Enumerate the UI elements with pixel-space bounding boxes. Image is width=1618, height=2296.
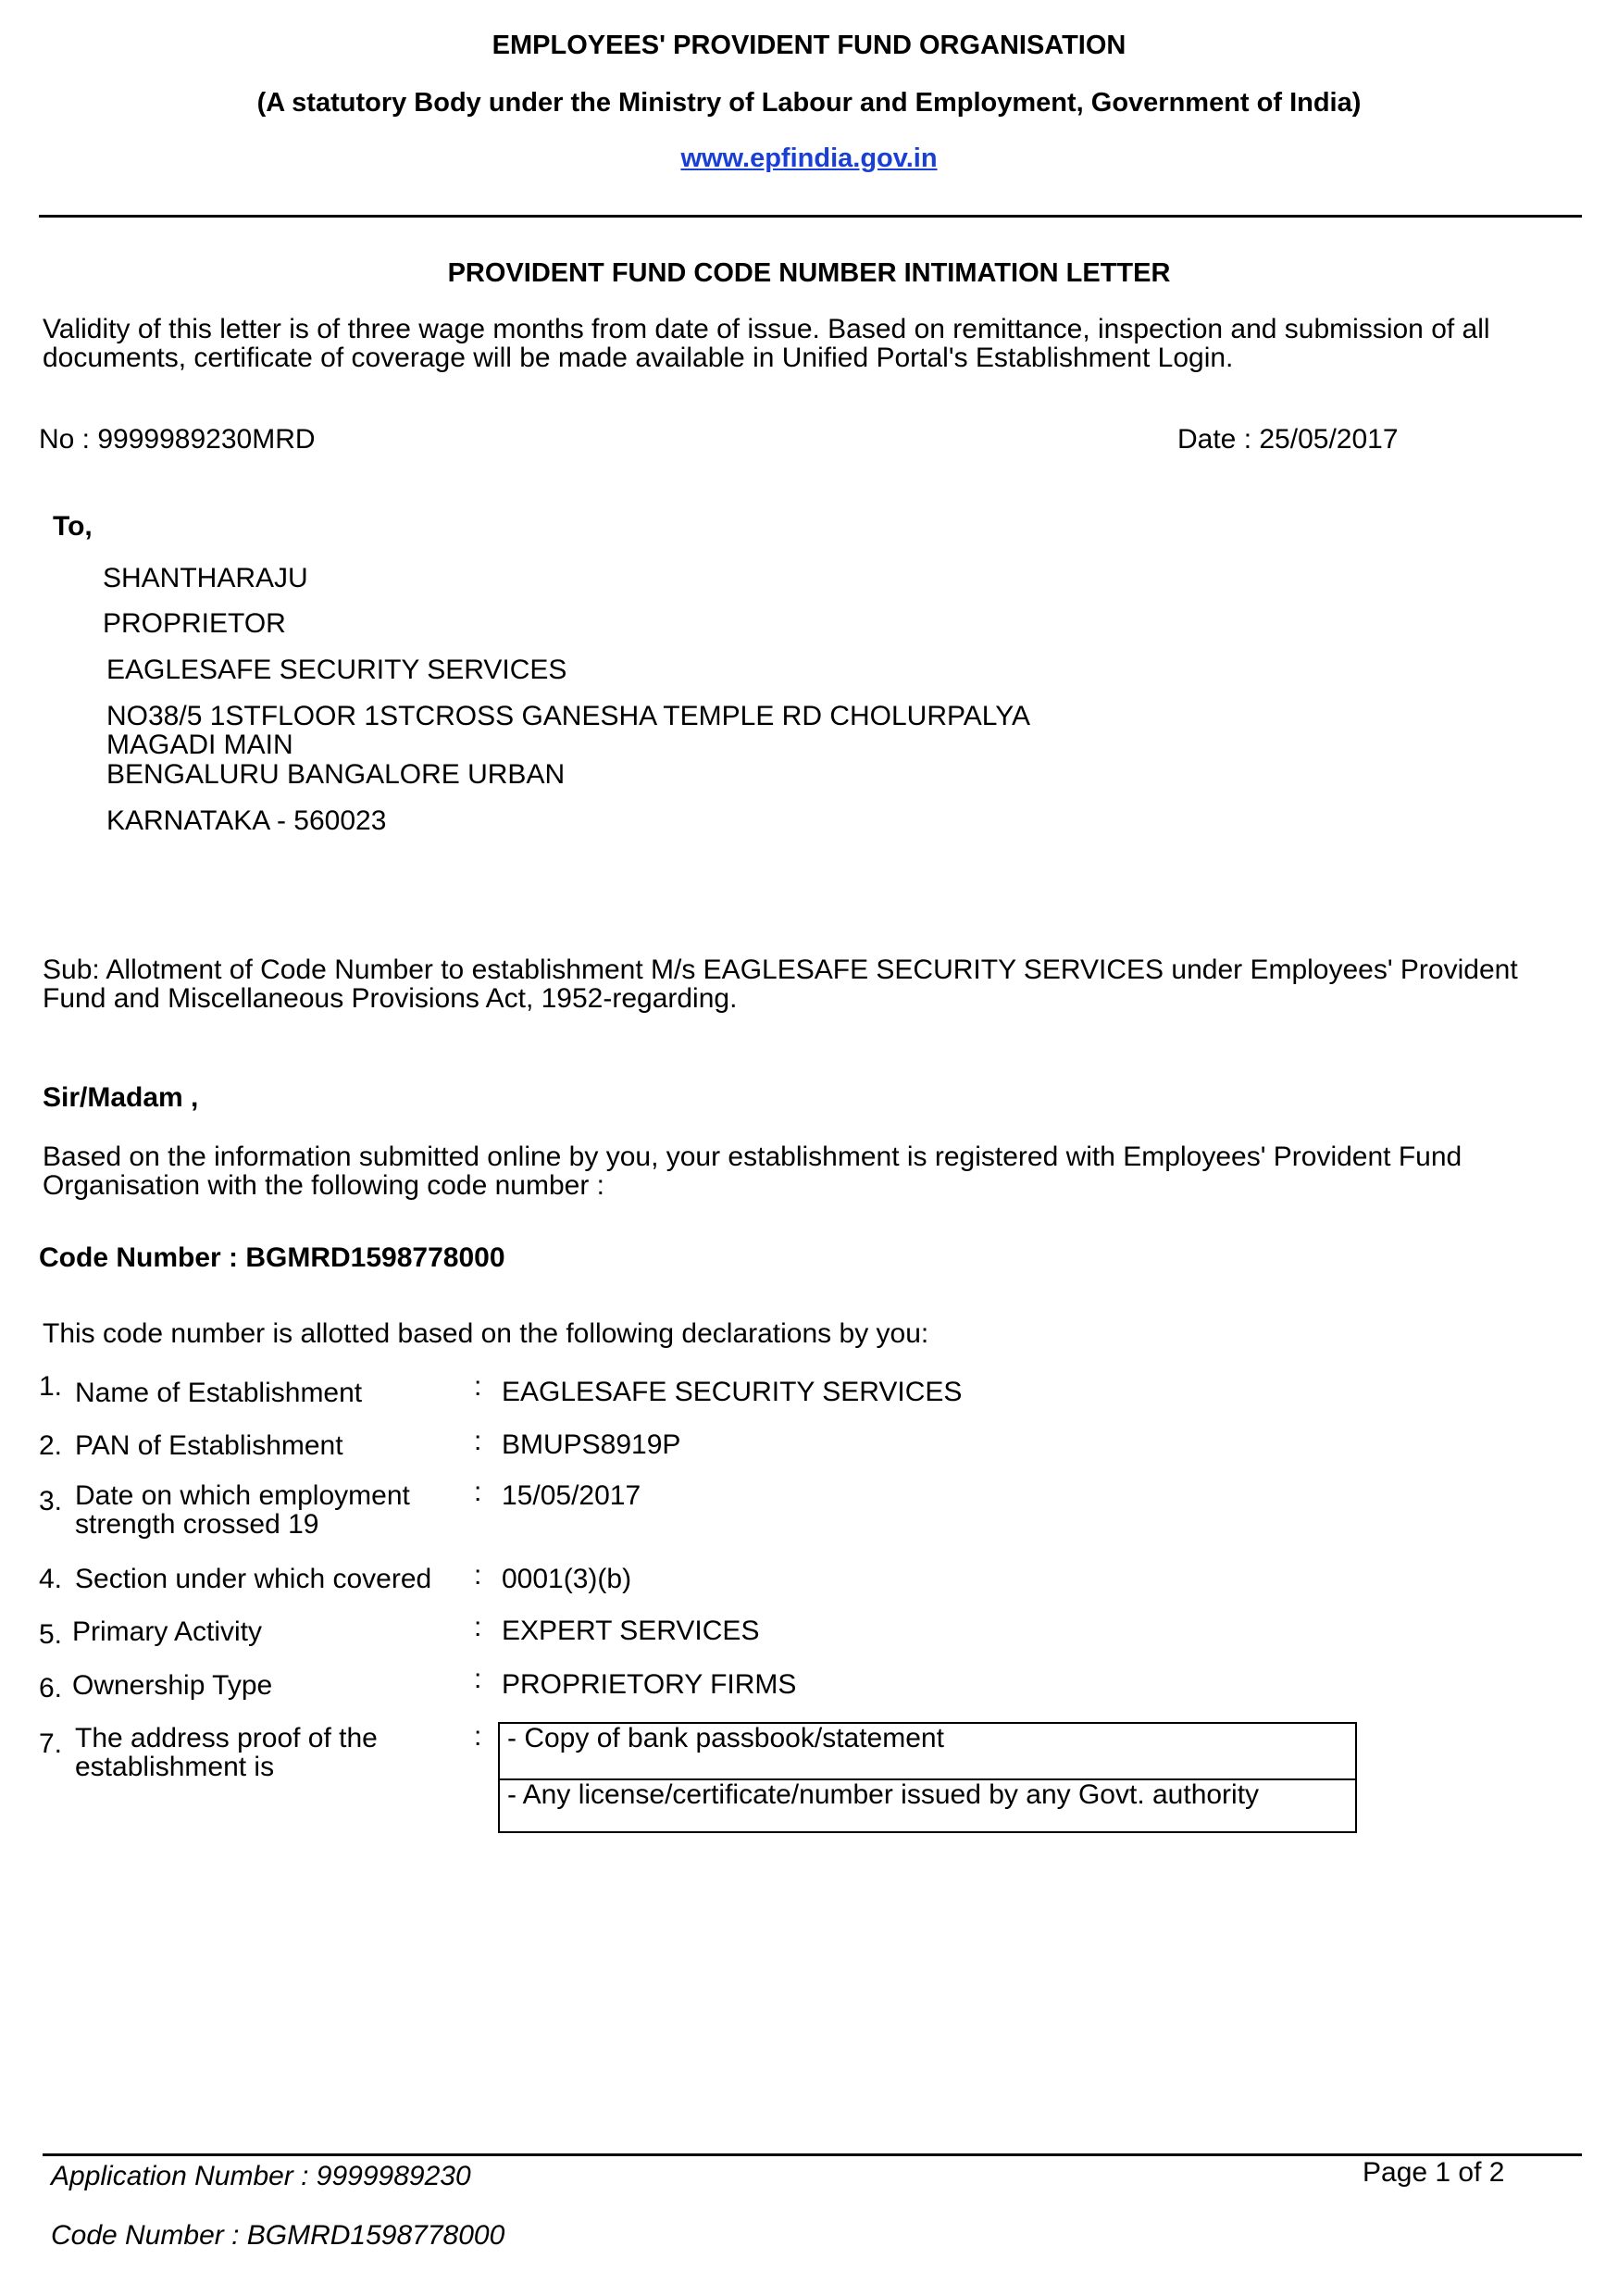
declaration-colon: : (474, 1426, 482, 1456)
letter-number: No : 9999989230MRD (39, 424, 316, 455)
declaration-number: 6. (39, 1673, 63, 1703)
declaration-value: EXPERT SERVICES (502, 1616, 760, 1646)
declaration-label-line-2: strength crossed 19 (75, 1509, 319, 1540)
header-divider (39, 215, 1582, 218)
declaration-colon: : (474, 1721, 482, 1752)
letter-date: Date : 25/05/2017 (1177, 424, 1399, 455)
salutation: Sir/Madam , (43, 1082, 199, 1113)
declaration-colon: : (474, 1477, 482, 1507)
declaration-label-line-1: The address proof of the (75, 1723, 378, 1753)
address-proof-item: - Any license/certificate/number issued by any Govt. authority (500, 1778, 1355, 1833)
intro-line-1: Based on the information submitted online by you, your establishment is registered with Employees' Provident Fund (43, 1142, 1462, 1172)
declaration-colon: : (474, 1560, 482, 1591)
declaration-colon: : (474, 1664, 482, 1694)
letter-title: PROVIDENT FUND CODE NUMBER INTIMATION LETTER (447, 258, 1171, 288)
recipient-address-line-3: BENGALURU BANGALORE URBAN (106, 759, 566, 790)
declaration-number: 3. (39, 1486, 63, 1516)
subject-line-2: Fund and Miscellaneous Provisions Act, 1952-regarding. (43, 983, 738, 1014)
declaration-colon: : (474, 1371, 482, 1402)
footer-divider (43, 2153, 1582, 2156)
declaration-label: Section under which covered (75, 1564, 432, 1594)
declaration-value: PROPRIETORY FIRMS (502, 1669, 797, 1700)
address-proof-item: - Copy of bank passbook/statement (507, 1723, 944, 1753)
declaration-intro: This code number is allotted based on the following declarations by you: (43, 1318, 929, 1349)
declaration-colon: : (474, 1612, 482, 1642)
declaration-number: 7. (39, 1728, 63, 1759)
declaration-number: 2. (39, 1430, 63, 1461)
declaration-number: 5. (39, 1619, 63, 1650)
recipient-address-line-4: KARNATAKA - 560023 (106, 805, 387, 836)
intro-line-2: Organisation with the following code number : (43, 1170, 605, 1201)
declaration-label-line-2: establishment is (75, 1752, 275, 1782)
org-name: EMPLOYEES' PROVIDENT FUND ORGANISATION (492, 31, 1126, 60)
website-link[interactable]: www.epfindia.gov.in (680, 144, 938, 173)
declaration-number: 4. (39, 1564, 63, 1594)
validity-line-2: documents, certificate of coverage will be made available in Unified Portal's Establishment Login. (43, 343, 1234, 373)
footer-application-number: Application Number : 9999989230 (51, 2161, 471, 2191)
recipient-address-line-1: NO38/5 1STFLOOR 1STCROSS GANESHA TEMPLE RD CHOLURPALYA (106, 701, 1031, 731)
declaration-label: Ownership Type (72, 1670, 273, 1701)
page-number: Page 1 of 2 (1363, 2157, 1505, 2188)
declaration-label: Name of Establishment (75, 1378, 363, 1408)
declaration-label-line-1: Date on which employment (75, 1480, 410, 1511)
recipient-name: SHANTHARAJU (103, 563, 308, 593)
declaration-value: BMUPS8919P (502, 1429, 681, 1460)
validity-line-1: Validity of this letter is of three wage months from date of issue. Based on remittance, inspection and submission of all (43, 314, 1490, 344)
declaration-label: Primary Activity (72, 1616, 263, 1647)
declaration-label: PAN of Establishment (75, 1430, 343, 1461)
recipient-establishment: EAGLESAFE SECURITY SERVICES (106, 655, 567, 685)
to-label: To, (53, 511, 93, 542)
declaration-number: 1. (39, 1371, 63, 1402)
org-subtitle: (A statutory Body under the Ministry of Labour and Employment, Government of India) (256, 88, 1362, 118)
recipient-designation: PROPRIETOR (103, 608, 286, 639)
declaration-value: 0001(3)(b) (502, 1564, 632, 1594)
declaration-value: EAGLESAFE SECURITY SERVICES (502, 1377, 963, 1407)
org-website-wrap (0, 144, 1618, 174)
declaration-value: 15/05/2017 (502, 1480, 641, 1511)
footer-code-number: Code Number : BGMRD1598778000 (51, 2220, 505, 2251)
code-number: Code Number : BGMRD1598778000 (39, 1242, 505, 1273)
address-proof-box (498, 1722, 1357, 1833)
recipient-address-line-2: MAGADI MAIN (106, 730, 293, 760)
subject-line-1: Sub: Allotment of Code Number to establishment M/s EAGLESAFE SECURITY SERVICES under Employees' Provident (43, 955, 1518, 985)
